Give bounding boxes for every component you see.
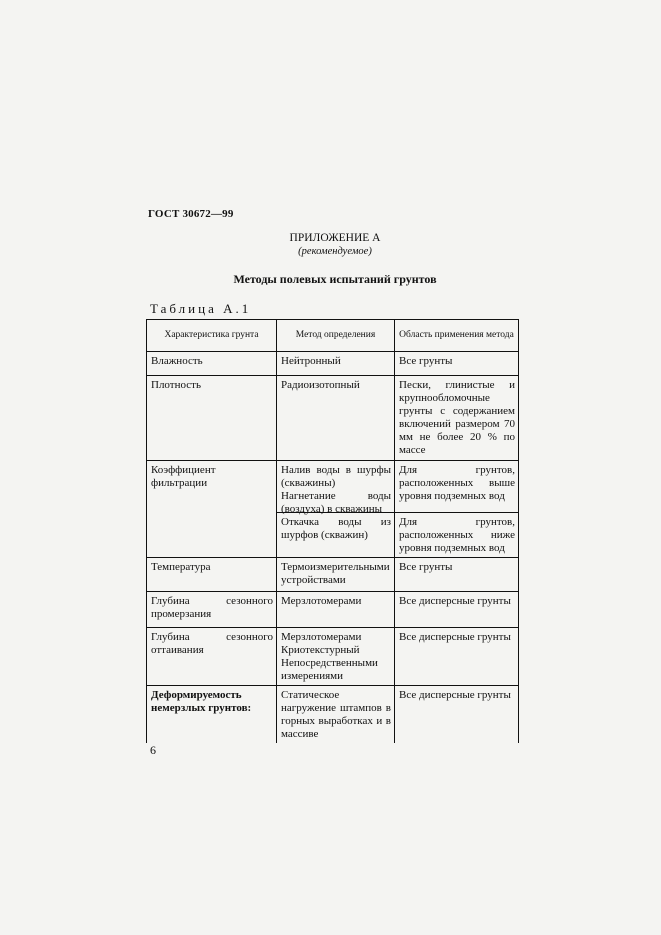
table-row (147, 376, 519, 461)
table-row (147, 352, 519, 376)
cell-area: Пески, глинистые и крупнообломочные грунты с содержанием включений размером 70 мм не более 20 % по массе (395, 376, 519, 461)
cell-characteristic: Деформируемость немерзлых грунтов: (147, 686, 277, 744)
method-part: Откачка воды из шурфов (скважин) (277, 512, 394, 544)
cell-area: Все дисперсные грунты (395, 628, 519, 686)
cell-area: Все дисперсные грунты (395, 592, 519, 628)
cell-area: Все грунты (395, 352, 519, 376)
cell-characteristic: Влажность (147, 352, 277, 376)
method-line: Криотекстурный (281, 644, 360, 656)
method-line: Непосредственными измерениями (281, 657, 378, 682)
area-part: Для грунтов, расположенных ниже уровня подземных вод (395, 512, 518, 557)
method-part: Налив воды в шурфы (скважины) Нагнетание воды (воздуха) в скважины (281, 464, 391, 515)
cell-method: Термоизмерительными устройствами (277, 558, 395, 592)
cell-method (277, 628, 395, 686)
cell-characteristic: Температура (147, 558, 277, 592)
table-row (147, 628, 519, 686)
cell-area-split (395, 461, 519, 558)
method-line: Мерзлотомерами (281, 631, 362, 643)
page-number: 6 (150, 743, 156, 757)
document-code: ГОСТ 30672—99 (148, 208, 234, 220)
cell-method-split (277, 461, 395, 558)
cell-characteristic: Коэффициент фильтрации (147, 461, 277, 558)
table-row (147, 686, 519, 744)
section-title: Методы полевых испытаний грунтов (233, 272, 437, 286)
appendix-subtitle: (рекомендуемое) (298, 246, 372, 257)
table-row (147, 592, 519, 628)
cell-characteristic: Глубина сезонного оттаивания (147, 628, 277, 686)
cell-method: Радиоизотопный (277, 376, 395, 461)
header-method: Метод определения (277, 320, 395, 352)
table-row (147, 461, 519, 558)
header-area: Область применения метода (395, 320, 519, 352)
table-row (147, 558, 519, 592)
table-caption: Таблица А.1 (150, 301, 252, 316)
cell-characteristic: Плотность (147, 376, 277, 461)
cell-method: Статическое нагружение штампов в горных выработках и в массиве (277, 686, 395, 744)
cell-area: Все грунты (395, 558, 519, 592)
cell-method: Нейтронный (277, 352, 395, 376)
appendix-title: ПРИЛОЖЕНИЕ А (289, 232, 381, 244)
cell-method: Мерзлотомерами (277, 592, 395, 628)
methods-table (146, 319, 519, 743)
table-header-row (147, 320, 519, 352)
cell-area: Все дисперсные грунты (395, 686, 519, 744)
header-characteristic: Характеристика грунта (147, 320, 277, 352)
area-part: Для грунтов, расположенных выше уровня подземных вод (399, 464, 515, 502)
cell-characteristic: Глубина сезонного промерзания (147, 592, 277, 628)
